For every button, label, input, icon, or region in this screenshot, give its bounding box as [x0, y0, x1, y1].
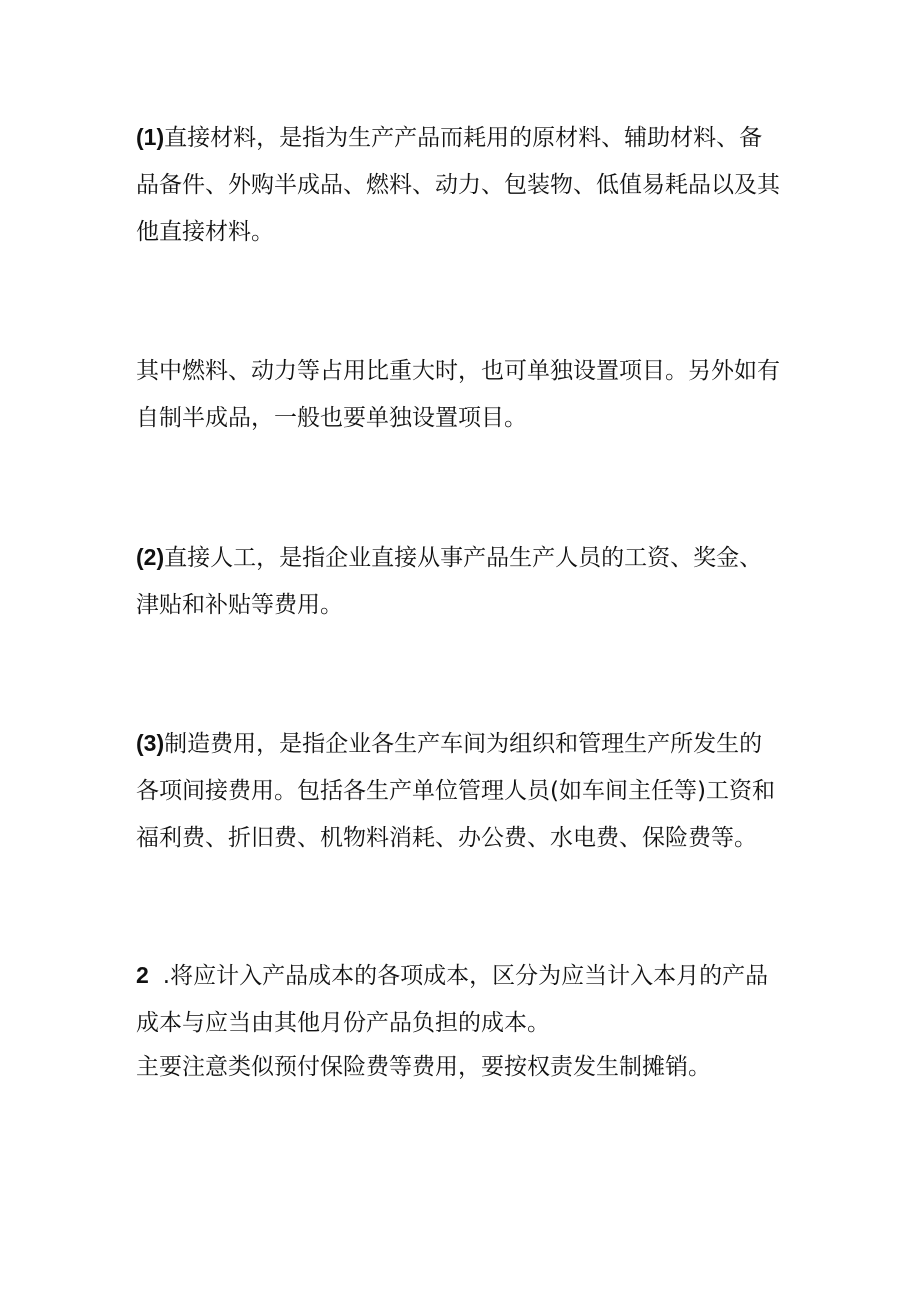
line-text: 直接材料，是指为生产产品而耗用的原材料、辅助材料、备 [164, 125, 763, 151]
list-marker: 2 [136, 962, 149, 988]
list-marker: (2) [136, 544, 165, 570]
paragraph-line: 福利费、折旧费、机物料消耗、办公费、水电费、保险费等。 [136, 825, 757, 851]
paragraph-line [136, 114, 796, 162]
paragraph-line: 品备件、外购半成品、燃料、动力、包装物、低值易耗品以及其 [136, 172, 780, 198]
paragraph-line: 他直接材料。 [136, 219, 274, 245]
list-marker: (1) [136, 124, 165, 150]
paragraph-manufacturing-overhead [136, 720, 796, 862]
paragraph-line [136, 952, 796, 1000]
paragraph-direct-labor [136, 534, 796, 629]
paragraph-line: 其中燃料、动力等占用比重大时，也可单独设置项目。另外如有 [136, 358, 780, 384]
paragraph-line [136, 534, 796, 582]
paragraph-line: 成本与应当由其他月份产品负担的成本。 [136, 1010, 550, 1036]
line-text: 直接人工，是指企业直接从事产品生产人员的工资、奖金、 [164, 545, 763, 571]
paragraph-line: 主要注意类似预付保险费等费用，要按权责发生制摊销。 [136, 1054, 711, 1080]
paragraph-line: 自制半成品，一般也要单独设置项目。 [136, 405, 527, 431]
paragraph-cost-allocation [136, 952, 796, 1087]
paragraph-line: 津贴和补贴等费用。 [136, 592, 343, 618]
list-marker: (3) [136, 730, 165, 756]
line-text: 制造费用，是指企业各生产车间为组织和管理生产所发生的 [164, 731, 763, 757]
line-text: .将应计入产品成本的各项成本，区分为应当计入本月的产品 [162, 963, 769, 989]
paragraph-direct-materials [136, 114, 796, 256]
paragraph-fuel-note [136, 348, 796, 442]
paragraph-line: 各项间接费用。包括各生产单位管理人员(如车间主任等)工资和 [136, 778, 775, 804]
paragraph-line [136, 720, 796, 768]
